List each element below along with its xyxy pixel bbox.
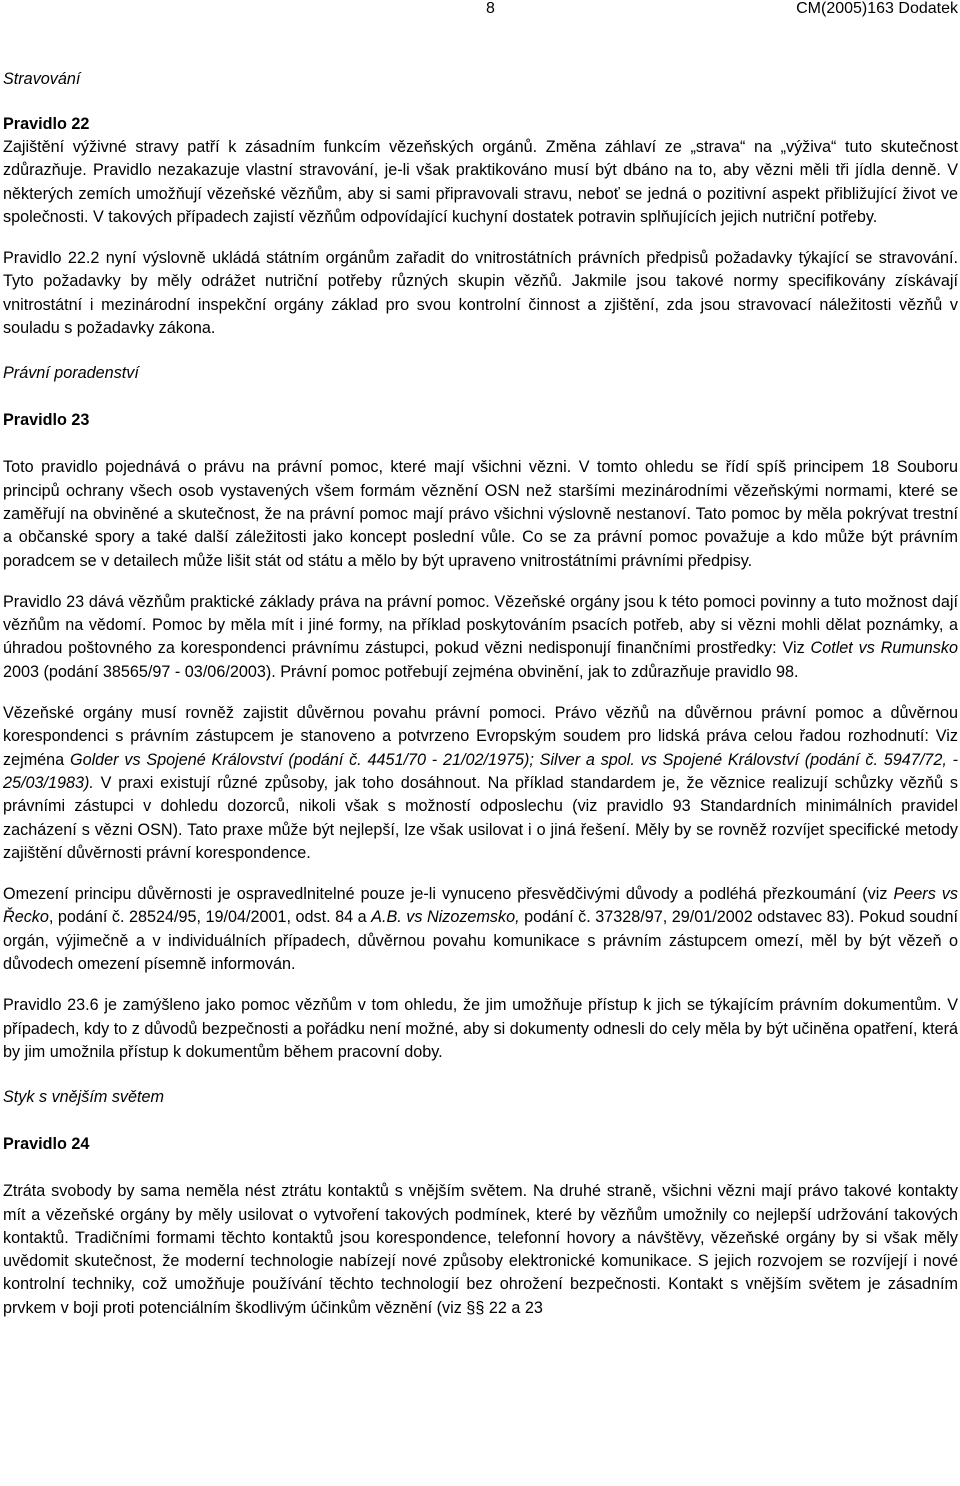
document-reference: CM(2005)163 Dodatek [796,0,958,17]
case-citation: Peers vs Řecko [3,885,958,927]
paragraph: Pravidlo 23.6 je zamýšleno jako pomoc vězňům v tom ohledu, že jim umožňuje přístup k jich se týkajícím právním dokumentům. V případech, kdy to z důvodů bezpečnosti a pořádku není možné, aby si dokumenty odnesli do cely měla by být učiněna opatření, která by jim umožnila přístup k dokumentům během pracovní doby. [3,996,958,1061]
paragraph: Ztráta svobody by sama neměla nést ztrátu kontaktů s vnějším světem. Na druhé straně, všichni vězni mají právo takové kontakty mít a vězeňské orgány by měly usilovat o vytvoření takových podmínek, které by vězňům umožnily co nejlepší udržování takových kontaktů. Tradičními formami těchto kontaktů jsou korespondence, telefonní hovory a návštěvy, vězeňské orgány by si však měly uvědomit skutečnost, že moderní technologie nabízejí nové způsoby elektronické komunikace. S jejich rozvojem se rozvíjejí i nové kontrolní techniky, což umožňuje používání těchto technologií bez ohrožení bezpečnosti. Kontakt s vnějším světem je zásadním prvkem v boji proti potenciálním škodlivým účinkům věznění (viz §§ 22 a 23 [3,1182,958,1317]
rule-heading-23: Pravidlo 23 [3,411,90,430]
paragraph-text: , podání č. 28524/95, 19/04/2001, odst. 84 a [48,908,372,927]
page-number: 8 [486,0,495,17]
paragraph: Pravidlo 22.2 nyní výslovně ukládá státním orgánům zařadit do vnitrostátních právních předpisů požadavky týkající se stravování. Tyto požadavky by měly odrážet nutriční potřeby různých skupin vězňů. Jakmile jsou takové normy specifikovány získávají vnitrostátní i mezinárodní inspekční orgány základ pro svou kontrolní činnost a zjištění, zda jsou stravovací náležitosti vězňů v souladu s požadavky zákona. [3,249,958,338]
paragraph-text: Omezení principu důvěrnosti je ospravedlnitelné pouze je-li vynuceno přesvědčivými důvody a podléhá přezkoumání (viz [3,885,894,904]
paragraph-text: 2003 (podání 38565/97 - 03/06/2003). Právní pomoc potřebují zejména obvinění, jak to zdůrazňuje pravidlo 98. [3,662,799,681]
case-citation: A.B. vs Nizozemsko, [371,908,520,927]
page-header [3,0,958,20]
document-body [3,68,958,1320]
rule-heading-22: Pravidlo 22 [3,115,90,133]
rule-heading-24: Pravidlo 24 [3,1135,90,1154]
paragraph [3,702,958,865]
paragraph: Toto pravidlo pojednává o právu na právní pomoc, které mají všichni vězni. V tomto ohledu se řídí spíš principem 18 Souboru principů ochrany všech osob vystavených všem formám věznění OSN než staršími mezinárodními vězeňskými normami, které se zaměřují na obviněné a skutečnost, že na právní pomoc mají právo všichni výslovně nestanoví. Tato pomoc by měla pokrývat trestní a občanské spory a také další záležitosti jako koncept poslední vůle. Co se za právní pomoc považuje a kdo může být právním poradcem se v detailech může lišit stát od státu a mělo by být upraveno vnitrostátními právními předpisy. [3,458,958,570]
paragraph [3,591,958,684]
case-citation: Cotlet vs Rumunsko [810,639,958,658]
section-title-stravovani: Stravování [3,70,81,88]
paragraph [3,883,958,976]
paragraph-text: Pravidlo 23 dává vězňům praktické základy práva na právní pomoc. Vězeňské orgány jsou k této pomoci povinny a tuto možnost dají vězňům na vědomí. Pomoc by měla mít i jiné formy, na příklad poskytováním psacích potřeb, aby si vězni mohli dělat poznámky, a úhradou poštovného za korespondenci právnímu zástupci, pokud vězni nedisponují finančními prostředky: Viz [3,592,958,658]
section-title-styk-s-vnejsim-svetem: Styk s vnějším světem [3,1088,165,1107]
paragraph-text: podání č. 37328/97, 29/01/2002 odstavec 83). Pokud soudní orgán, výjimečně a v individuálních případech, důvěrnou povahu komunikace s právním zástupcem omezí, měl by být vězeň o důvodech omezení písemně informován. [3,908,958,974]
paragraph: Zajištění výživné stravy patří k zásadním funkcím vězeňských orgánů. Změna záhlaví ze „strava“ na „výživa“ tuto skutečnost zdůrazňuje. Pravidlo nezakazuje vlastní stravování, je-li však praktikováno musí být dbáno na to, aby vězni měli tři jídla denně. V některých zemích umožňují vězeňské vězňům, aby si sami připravovali stravu, neboť se jedná o pozitivní aspekt přibližující život ve společnosti. V takových případech zajistí vězňům odpovídající kuchyní dostatek potravin splňujících jejich nutriční potřeby. [3,138,958,226]
section-title-pravni-poradenstvi: Právní poradenství [3,364,139,383]
case-citation: Golder vs Spojené Království (podání č. 4451/70 - 21/02/1975); Silver a spol. vs Spojené Království (podání č. 5947/72, - 25/03/1983). [3,750,958,792]
paragraph-text: V praxi existují různé způsoby, jak toho dosáhnout. Na příklad standardem je, že věznice realizují schůzky vězňů s právními zástupci v dohledu dozorců, nikoli však s možností odposlechu (viz pravidlo 93 Standardních minimálních pravidel zacházení s vězni OSN). Tato praxe může být nejlepší, lze však usilovat i o jiná řešení. Měly by se rovněž rozvíjet specifické metody zajištění důvěrnosti právní korespondence. [3,773,958,862]
paragraph-text: Vězeňské orgány musí rovněž zajistit důvěrnou povahu právní pomoci. Právo vězňů na důvěrnou právní pomoc a důvěrnou korespondenci s právním zástupcem je stanoveno a potvrzeno Evropským soudem pro lidská práva celou řadou rozhodnutí: Viz zejména [3,704,958,769]
